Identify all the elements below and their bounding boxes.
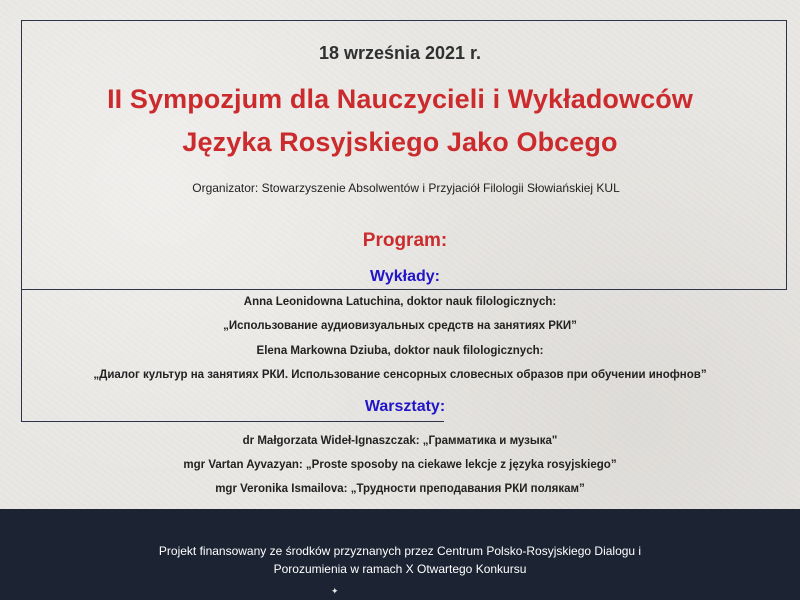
workshop-item-3: mgr Veronika Ismailova: „Трудности преподавания РКИ полякам” (215, 483, 585, 495)
program-heading: Program: (362, 230, 448, 251)
workshop-item-1: dr Małgorzata Wideł-Ignaszczak: „Грамматика и музыка" (242, 435, 558, 447)
decorative-frame-left (21, 20, 444, 422)
workshop-item-2: mgr Vartan Ayvazyan: „Proste sposoby na ciekawe lekcje z języka rosyjskiego” (183, 459, 617, 471)
funding-note-line1: Projekt finansowany ze środków przyznanych przez Centrum Polsko-Rosyjskiego Dialogu i (158, 544, 642, 558)
funding-note (0, 542, 800, 578)
workshops-heading: Warsztaty: (364, 398, 446, 415)
footer-banner (0, 509, 800, 600)
event-date: 18 września 2021 r. (318, 43, 482, 63)
event-title-line2: Języka Rosyjskiego Jako Obcego (182, 127, 618, 157)
star-icon: ✦ (331, 586, 339, 596)
event-title-line1: II Sympozjum dla Nauczycieli i Wykładowców (107, 84, 693, 114)
organizer-text: Organizator: Stowarzyszenie Absolwentów i Przyjaciół Filologii Słowiańskiej KUL (192, 181, 620, 195)
lecture-1-author: Anna Leonidowna Latuchina, doktor nauk filologicznych: (243, 296, 557, 308)
lecture-2-author: Elena Markowna Dziuba, doktor nauk filologicznych: (256, 345, 544, 357)
lecture-2-title: „Диалог культур на занятиях РКИ. Использование сенсорных словесных образов при обучении инофнов” (93, 369, 707, 381)
lectures-heading: Wykłady: (370, 268, 440, 285)
funding-note-line2: Porozumienia w ramach X Otwartego Konkursu (273, 562, 527, 576)
lecture-1-title: „Использование аудиовизуальных средств на занятиях РКИ” (223, 320, 577, 332)
